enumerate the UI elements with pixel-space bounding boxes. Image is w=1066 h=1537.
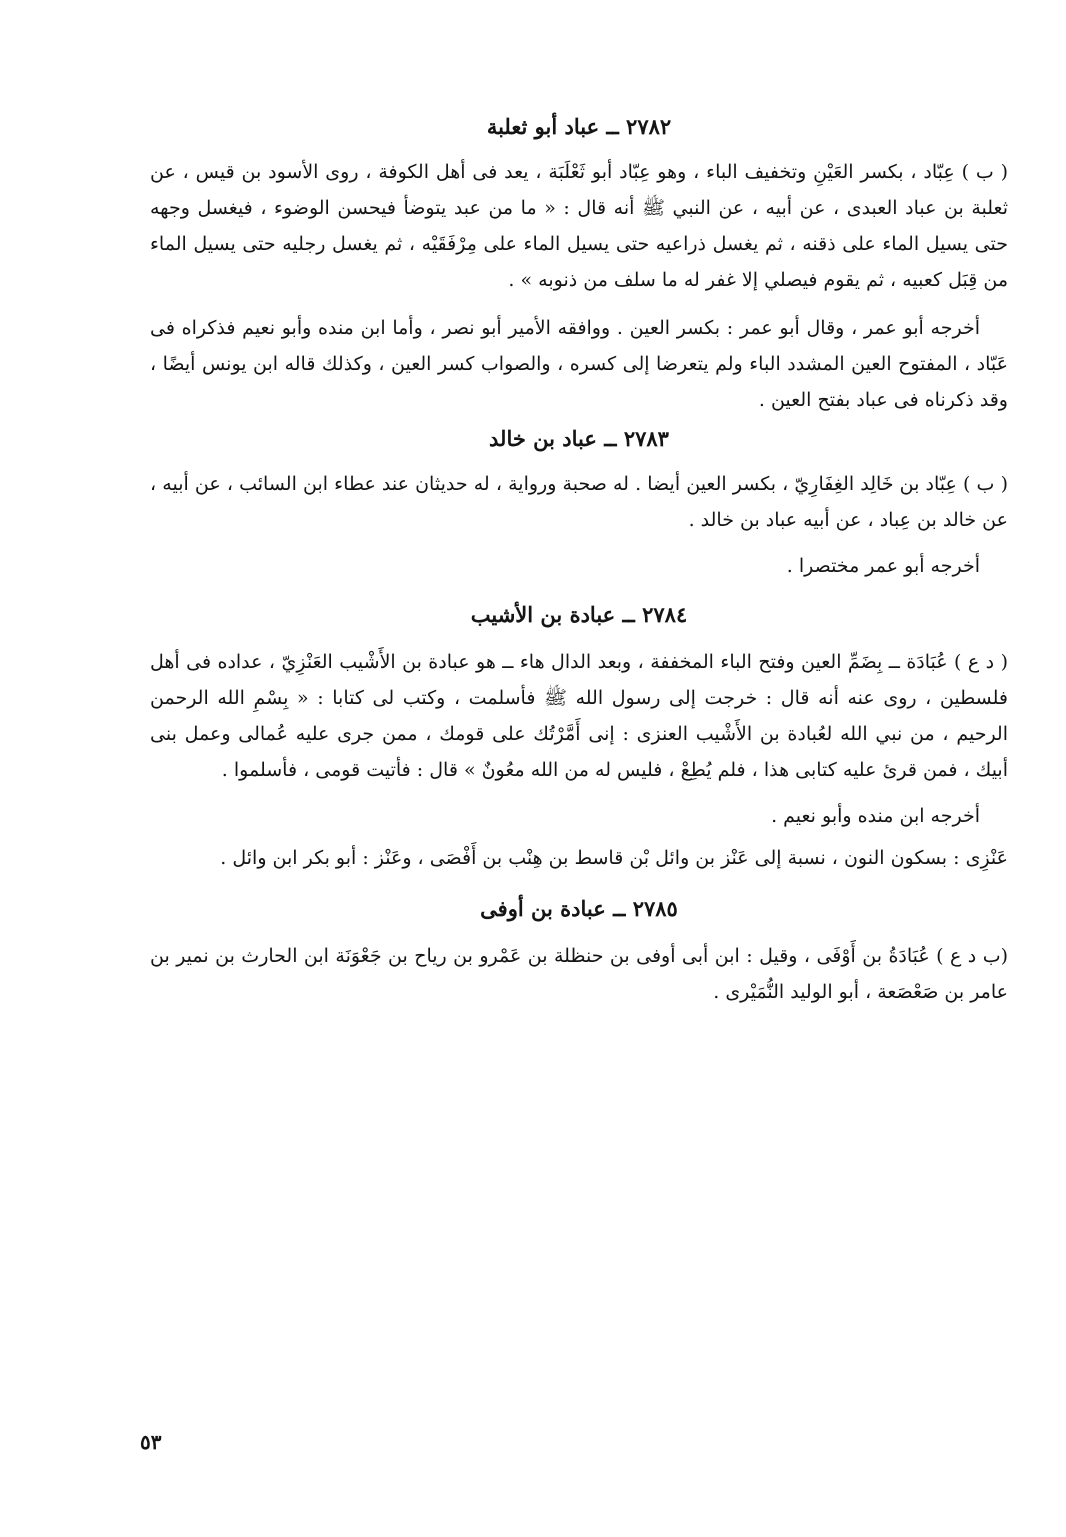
entry-paragraph: عَنْزِى : بسكون النون ، نسبة إلى عَنْز بن وائل بْن قاسط بن هِنْب بن أَفْصَى ، وعَنْز : أبو بكر ابن وائل .	[220, 847, 1008, 869]
entry-heading: ٢٧٨٣ ــ عباد بن خالد	[489, 426, 669, 451]
page-number: ٥٣	[140, 1430, 162, 1454]
entry-paragraph: أخرجه أبو عمر ، وقال أبو عمر : بكسر العين . ووافقه الأمير أبو نصر ، وأما ابن منده وأبو نعيم فذكراه فى عَبّاد ، المفتوح العين المشدد الباء ولم يتعرضا إلى كسره ، والصواب كسر العين ، وكذلك قاله ابن يونس أيضًا ، وقد ذكرناه فى عباد بفتح العين .	[150, 317, 1008, 411]
entry-paragraph: ( ب ) عِبّاد ، بكسر العَيْنِ وتخفيف الباء ، وهو عِبّاد أبو ثَعْلَبَة ، يعد فى أهل الكوفة ، روى الأسود بن قيس ، عن ثعلبة بن عباد العبدى ، عن أبيه ، عن النبي ﷺ أنه قال : « ما من عبد يتوضأ فيحسن الوضوء ، فيغسل وجهه حتى يسيل الماء على ذقنه ، ثم يغسل ذراعيه حتى يسيل الماء على مِرْفَقَيْه ، ثم يغسل رجليه حتى يسيل الماء من قِبَل كعبيه ، ثم يقوم فيصلي إلا غفر له ما سلف من ذنوبه » .	[150, 161, 1008, 291]
entry-paragraph: أخرجه أبو عمر مختصرا .	[786, 555, 980, 577]
entry-2785	[150, 894, 1008, 1010]
entry-heading: ٢٧٨٤ ــ عبادة بن الأشيب	[470, 602, 688, 627]
entry-2782	[150, 112, 1008, 418]
entry-heading: ٢٧٨٥ ــ عبادة بن أوفى	[480, 896, 678, 921]
entry-paragraph: ( د ع ) عُبَادَة ــ بِضَمِّ العين وفتح الباء المخففة ، وبعد الدال هاء ــ هو عبادة بن الأَشْيب العَنْزِيّ ، عداده فى أهل فلسطين ، روى عنه أنه قال : خرجت إلى رسول الله ﷺ فأسلمت ، وكتب لى كتابا : « بِسْمِ الله الرحمن الرحيم ، من نبي الله لعُبادة بن الأَشْيب العنزى : إنى أَمَّرْتُك على قومك ، ممن جرى عليه عُمالى وعمل بنى أبيك ، فمن قرئ عليه كتابى هذا ، فلم يُطِعْ ، فليس له من الله معُونٌ » قال : فأتيت قومى ، فأسلموا .	[150, 651, 1008, 781]
entry-heading: ٢٧٨٢ ــ عباد أبو ثعلبة	[486, 114, 672, 139]
entry-2784	[150, 600, 1008, 876]
entry-paragraph: (ب د ع ) عُبَادَةُ بن أَوْفَى ، وقيل : ابن أبى أوفى بن حنظلة بن عَمْرو بن رياح بن جَعْوَنَة ابن الحارث بن نمير بن عامر بن صَعْصَعة ، أبو الوليد النُّمَيْرى .	[150, 945, 1008, 1003]
text-column	[150, 112, 1008, 1010]
entry-2783	[150, 424, 1008, 584]
entry-paragraph: ( ب ) عِبّاد بن خَالِد الغِفَارِيّ ، بكسر العين أيضا . له صحبة ورواية ، له حديثان عند عطاء ابن السائب ، عن أبيه ، عن خالد بن عِباد ، عن أبيه عباد بن خالد .	[150, 473, 1008, 531]
entry-paragraph: أخرجه ابن منده وأبو نعيم .	[771, 805, 980, 827]
